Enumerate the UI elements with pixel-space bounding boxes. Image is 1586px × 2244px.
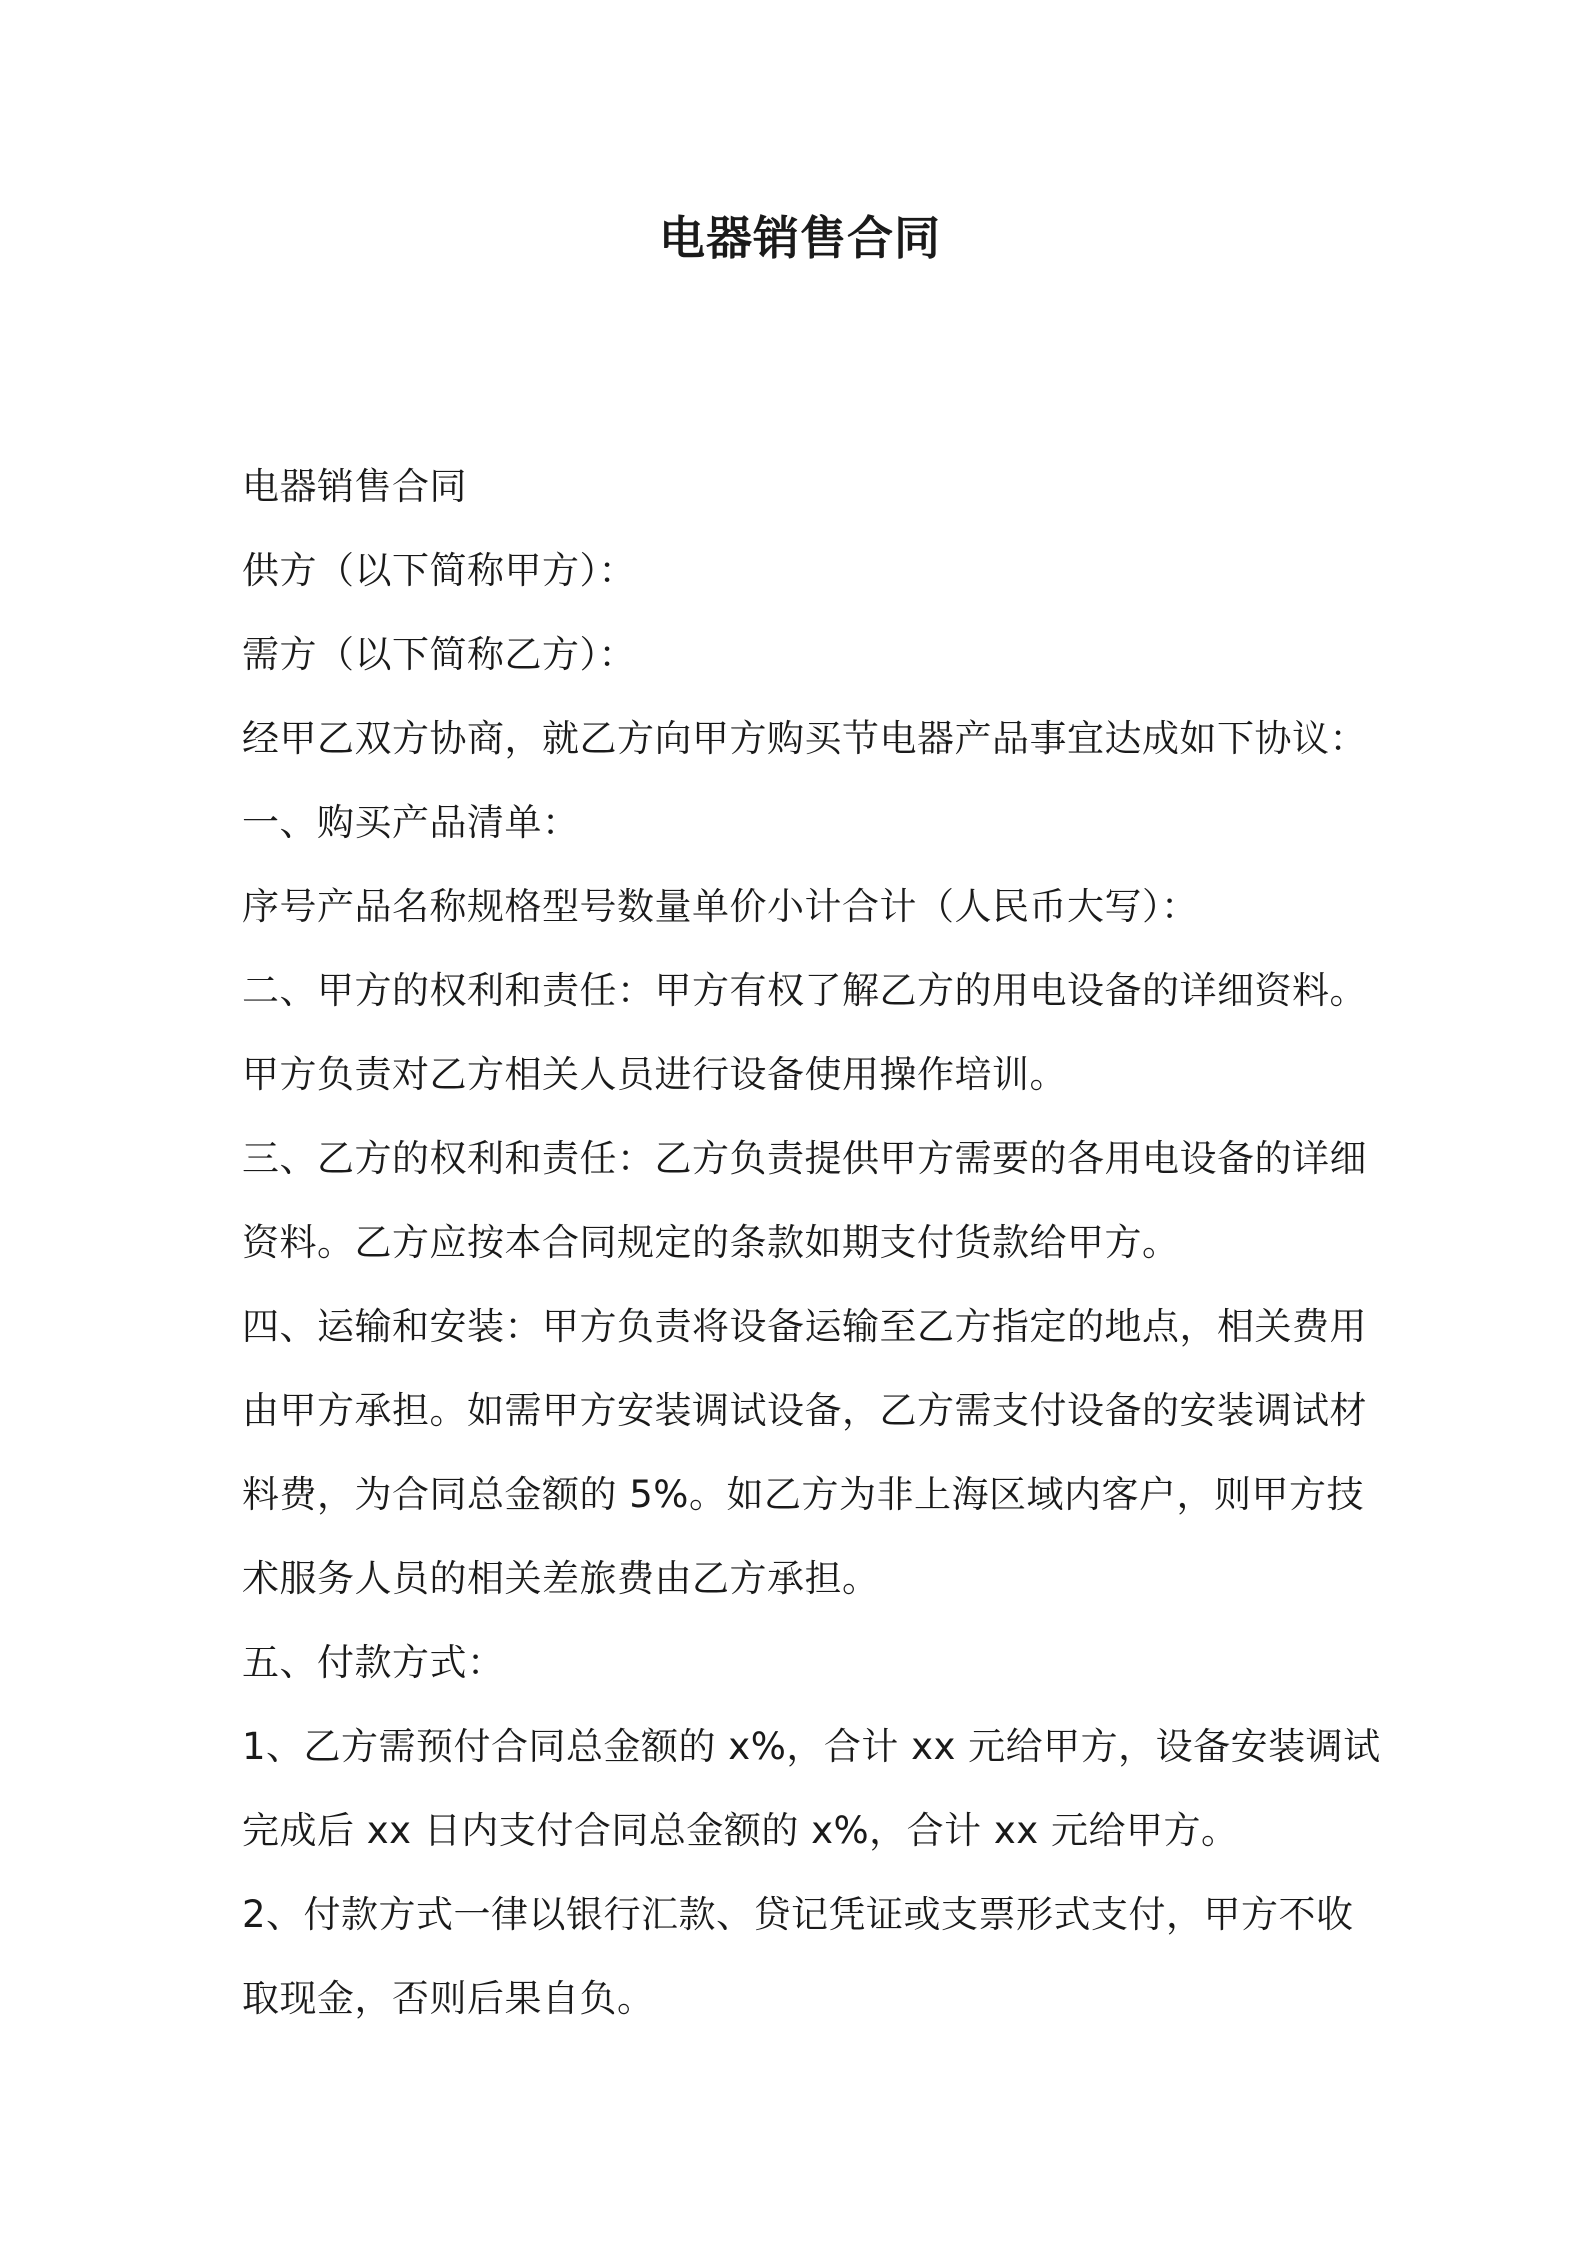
document-body: [242, 445, 1382, 2041]
body-line: 1、乙方需预付合同总金额的 x%，合计 xx 元给甲方，设备安装调试: [242, 1725, 1381, 1768]
body-line: 三、乙方的权利和责任：乙方负责提供甲方需要的各用电设备的详细: [242, 1137, 1367, 1180]
body-line: 术服务人员的相关差旅费由乙方承担。: [242, 1557, 880, 1600]
document-title: 电器销售合同: [659, 211, 941, 265]
body-line: 取现金，否则后果自负。: [242, 1977, 655, 2020]
body-line: 四、运输和安装：甲方负责将设备运输至乙方指定的地点，相关费用: [242, 1305, 1367, 1348]
body-line: 甲方负责对乙方相关人员进行设备使用操作培训。: [242, 1053, 1067, 1096]
body-line: 料费，为合同总金额的 5%。如乙方为非上海区域内客户，则甲方技: [242, 1473, 1364, 1516]
body-line: 电器销售合同: [242, 465, 467, 508]
body-line: 由甲方承担。如需甲方安装调试设备，乙方需支付设备的安装调试材: [242, 1389, 1367, 1432]
body-line: 资料。乙方应按本合同规定的条款如期支付货款给甲方。: [242, 1221, 1180, 1264]
body-line: 需方（以下简称乙方）：: [242, 633, 636, 676]
body-line: 序号产品名称规格型号数量单价小计合计（人民币大写）：: [242, 885, 1199, 928]
body-line: 2、付款方式一律以银行汇款、贷记凭证或支票形式支付，甲方不收: [242, 1893, 1354, 1936]
body-line: 二、甲方的权利和责任：甲方有权了解乙方的用电设备的详细资料。: [242, 969, 1367, 1012]
body-line: 五、付款方式：: [242, 1641, 505, 1684]
body-line: 经甲乙双方协商，就乙方向甲方购买节电器产品事宜达成如下协议：: [242, 717, 1367, 760]
body-line: 供方（以下简称甲方）：: [242, 549, 636, 592]
body-line: 一、购买产品清单：: [242, 801, 580, 844]
body-line: 完成后 xx 日内支付合同总金额的 x%，合计 xx 元给甲方。: [242, 1809, 1239, 1852]
